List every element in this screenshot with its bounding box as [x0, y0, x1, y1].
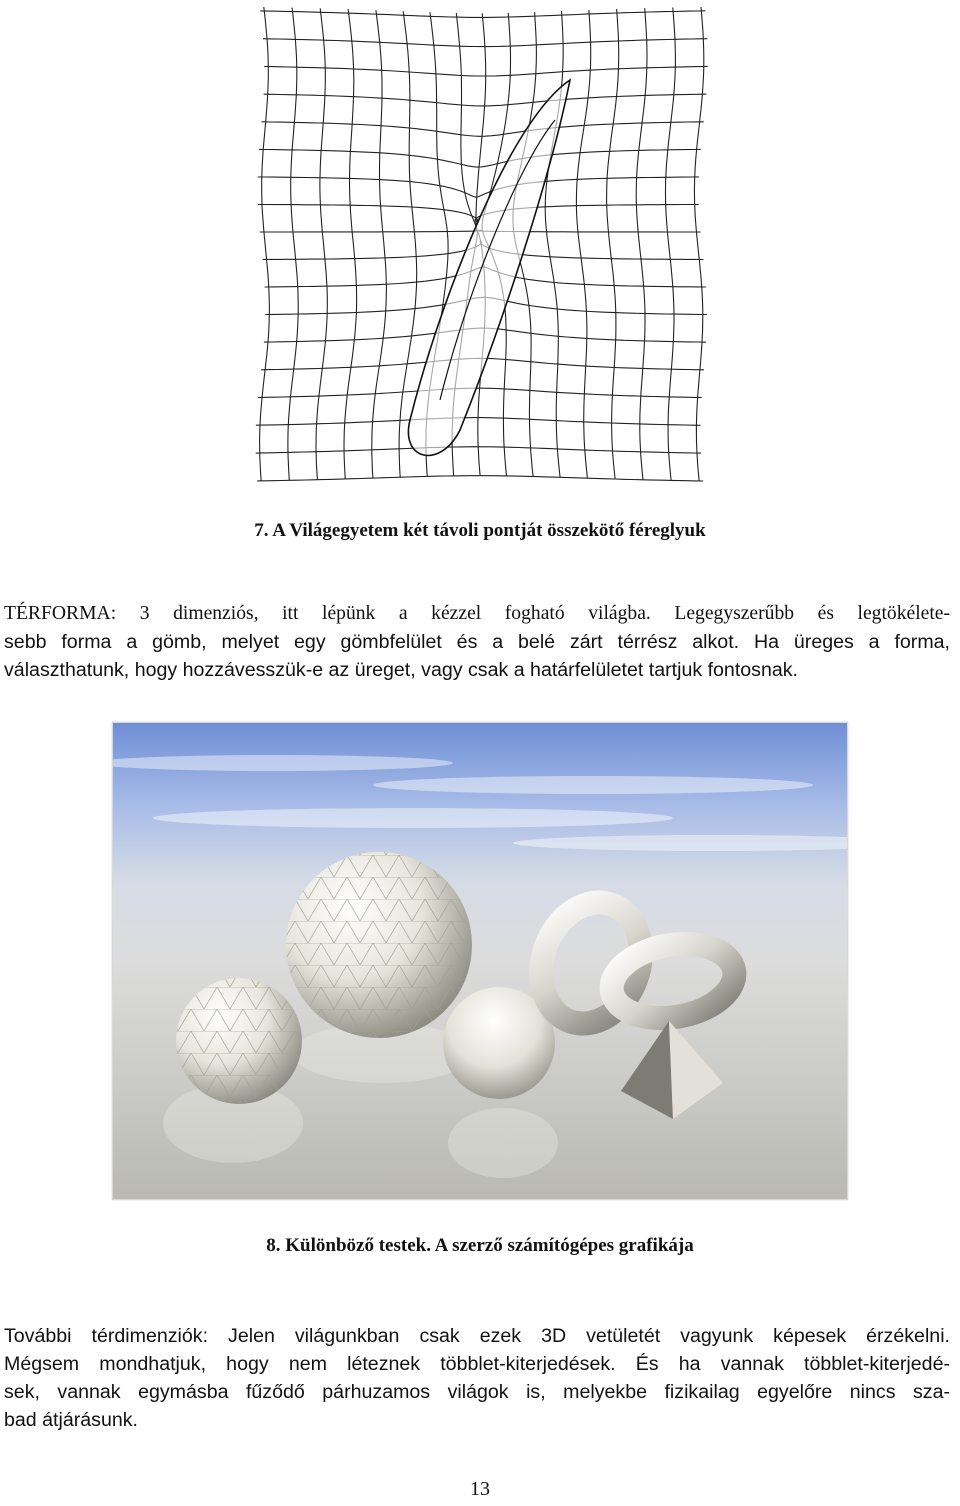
paragraph-line: TÉRFORMA: 3 dimenziós, itt lépünk a kézzel fogható világba. Legegyszerűbb és legtökélete-: [4, 603, 950, 624]
paragraph-terdimenziok: [4, 1322, 950, 1434]
grid-line-vertical: [545, 11, 563, 477]
grid-line-vertical: [607, 9, 619, 479]
wormhole-grid-illustration: [250, 0, 714, 494]
paragraph-terforma: [4, 600, 950, 684]
wormhole-grid-figure: [250, 0, 714, 494]
solids-render-illustration: [113, 723, 847, 1199]
grid-line-vertical: [344, 9, 357, 479]
page-number: 13: [470, 1478, 490, 1500]
small-geodesic-sphere: [176, 978, 302, 1104]
grid-line-vertical: [666, 8, 676, 481]
paragraph-line: választhatunk, hogy hozzávesszük-e az üreget, vagy csak a határfelületet tartjuk fontosnak.: [4, 659, 798, 681]
rendered-solids-figure: [112, 722, 848, 1200]
grid-line-vertical: [694, 7, 703, 481]
paragraph-line: sebb forma a gömb, melyet egy gömbfelület és a belé zárt térrész alkot. Ha üreges a forma,: [4, 631, 950, 653]
grid-line-vertical: [576, 10, 590, 478]
grid-line-vertical: [288, 8, 298, 481]
grid-line-horizontal: [258, 205, 699, 222]
grid-line-vertical: [636, 8, 647, 480]
paragraph-line: Mégsem mondhatjuk, hogy nem léteznek többlet-kiterjedések. És ha vannak többlet-kiterjedé-: [4, 1353, 950, 1375]
paragraph-line: bad átjárásunk.: [4, 1409, 138, 1431]
grid-line-horizontal: [257, 476, 703, 481]
figure-8-caption: 8. Különböző testek. A szerző számítógépes grafikája: [266, 1235, 694, 1256]
grid-line-vertical: [372, 10, 387, 478]
grid-line-vertical: [260, 7, 270, 481]
large-geodesic-sphere: [286, 852, 472, 1038]
figure-7-caption: 7. A Világegyetem két távoli pontját összekötő féreglyuk: [254, 520, 706, 541]
paragraph-line: További térdimenziók: Jelen világunkban csak ezek 3D vetületét vagyunk képesek érzékelni.: [4, 1325, 950, 1347]
paragraph-line: sek, vannak egymásba fűződő párhuzamos világok is, melyekbe fizikailag egyelőre nincs sza-: [4, 1381, 950, 1403]
grid-line-vertical: [316, 8, 327, 479]
